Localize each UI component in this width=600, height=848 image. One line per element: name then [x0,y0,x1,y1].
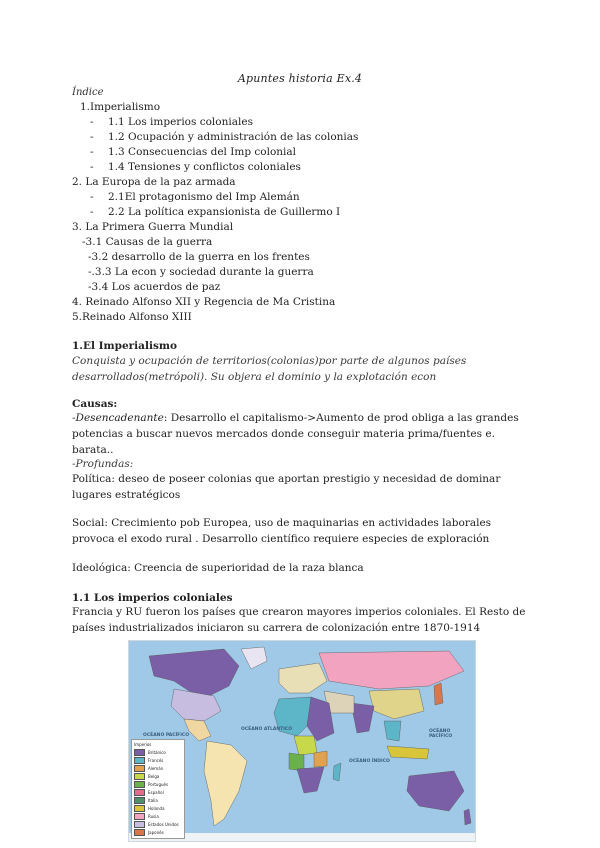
toc-item: - 2.2 La política expansionista de Guillermo I [90,206,341,218]
legend-item: Español [134,788,182,796]
legend-swatch [134,749,145,756]
legend-swatch [134,773,145,780]
legend-item: Rusia [134,812,182,820]
colonial-empires-map [128,640,476,842]
legend-swatch [134,757,145,764]
legend-swatch [134,813,145,820]
desencadenante-paragraph [72,410,532,458]
toc-item: -.3.3 La econ y sociedad durante la guerra [88,266,314,278]
legend-swatch [134,781,145,788]
toc-item: 4. Reinado Alfonso XII y Regencia de Ma Cristina [72,296,336,308]
toc-item: -3.4 Los acuerdos de paz [88,281,221,293]
document-title: Apuntes historia Ex.4 [237,72,363,85]
legend-item: Alemán [134,764,182,772]
legend-swatch [134,829,145,836]
legend-item: Holanda [134,804,182,812]
legend-item: Estados Unidos [134,820,182,828]
ocean-label: OCÉANO ÍNDICO [349,759,390,764]
social-paragraph: Social: Crecimiento pob Europea, uso de maquinarias en actividades laborales provoca el exodo rural . Desarrollo científico requiere especies de exploración [72,517,492,545]
toc-item: - 1.1 Los imperios coloniales [90,116,253,128]
legend-item: Belga [134,772,182,780]
ideologica-paragraph: Ideológica: Creencia de superioridad de la raza blanca [72,562,364,574]
map-legend [131,739,185,839]
causas-heading: Causas: [72,398,118,410]
toc-item: 5.Reinado Alfonso XIII [72,311,192,323]
legend-swatch [134,821,145,828]
section-heading-imperialismo: 1.El Imperialismo [72,340,177,352]
legend-item: Japonés [134,828,182,836]
ocean-label: OCÉANO PACÍFICO [429,729,453,739]
legend-swatch [134,805,145,812]
legend-item: Francés [134,756,182,764]
toc-item: -3.2 desarrollo de la guerra en los frentes [88,251,310,263]
legend-swatch [134,789,145,796]
section-heading-imperios-coloniales: 1.1 Los imperios coloniales [72,592,233,604]
legend-swatch [134,797,145,804]
toc-item: - 1.2 Ocupación y administración de las colonias [90,131,359,143]
ocean-label: OCÉANO ATLÁNTICO [241,727,293,732]
profundas-label: -Profundas: [72,458,134,470]
legend-item: Italia [134,796,182,804]
toc-item: -3.1 Causas de la guerra [82,236,213,248]
ocean-label: OCÉANO PACÍFICO [143,733,190,738]
toc-item: - 1.4 Tensiones y conflictos coloniales [90,161,301,173]
toc-item: 2. La Europa de la paz armada [72,176,236,188]
politica-paragraph: Política: deseo de poseer colonias que aportan prestigio y necesidad de dominar lugares estratégicos [72,473,501,501]
index-label: Índice [72,87,104,98]
legend-item: Británico [134,748,182,756]
toc-item: - 1.3 Consecuencias del Imp colonial [90,146,297,158]
toc-item: - 2.1El protagonismo del Imp Alemán [90,191,300,203]
desencadenante-text: : Desarrollo el capitalismo->Aumento de prod obliga a las grandes potencias a buscar nuevos mercados donde conseguir materia prima/fuentes e. barata.. [72,412,519,456]
desencadenante-label: -Desencadenante [72,412,164,424]
legend-item: Portugués [134,780,182,788]
toc-item: 3. La Primera Guerra Mundial [72,221,234,233]
imperios-coloniales-text: Francia y RU fueron los países que crearon mayores imperios coloniales. El Resto de países industrializados iniciaron su carrera de colonización entre 1870-1914 [72,606,526,634]
imperialismo-definition: Conquista y ocupación de territorios(colonias)por parte de algunos países desarrollados(metrópoli). Su objera el dominio y la explotación econ [72,355,467,383]
legend-title: Imperios [134,742,152,747]
legend-swatch [134,765,145,772]
toc-item: 1.Imperialismo [80,101,161,113]
